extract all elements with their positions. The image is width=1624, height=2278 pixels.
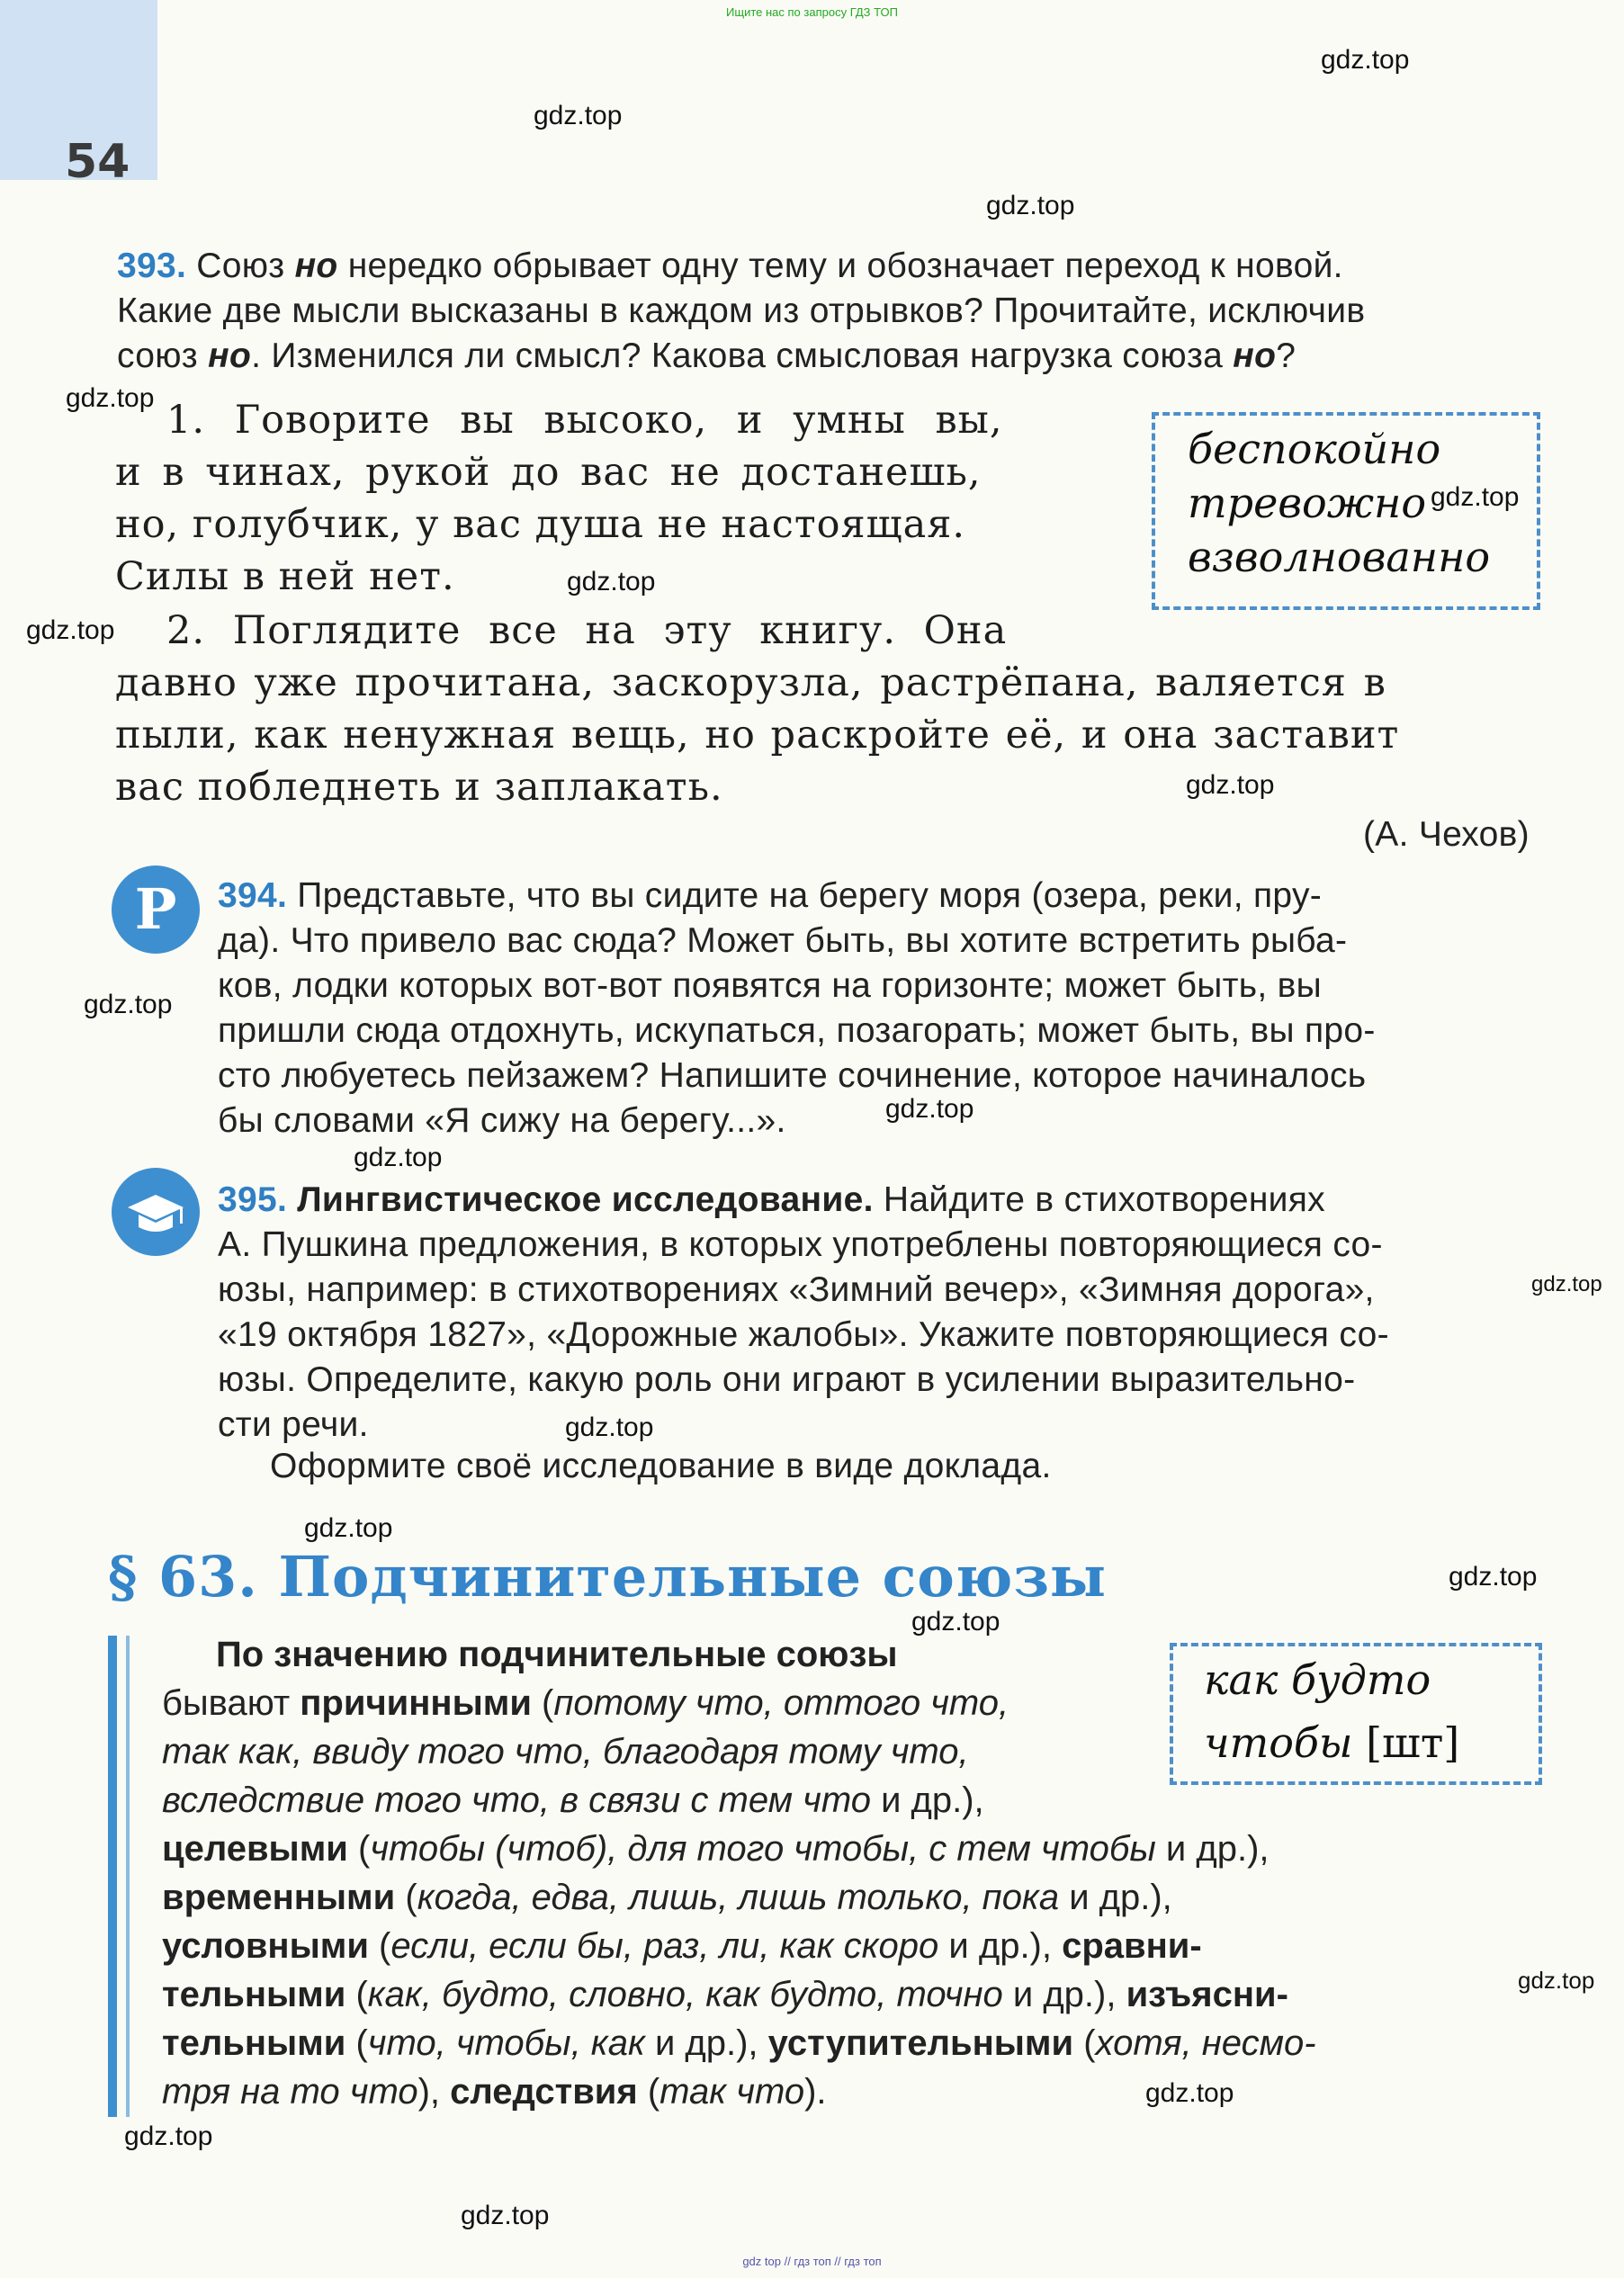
- watermark: gdz.top: [461, 2201, 550, 2230]
- ex395-last-line: Оформите своё исследование в виде доклада.: [270, 1447, 1052, 1485]
- watermark: gdz.top: [66, 383, 155, 413]
- ex394-line5: сто любуетесь пейзажем? Напишите сочинение, которое начиналось: [218, 1056, 1367, 1095]
- ex394-line6: бы словами «Я сижу на берегу...».: [218, 1101, 786, 1140]
- ex393-text2-line1: 2. Поглядите все на эту книгу. Она: [166, 608, 1008, 653]
- rule-text: [162, 1630, 1316, 2116]
- box-word-kak-budto: как будто: [1204, 1655, 1431, 1704]
- watermark: gdz.top: [84, 990, 173, 1019]
- ex393-text2-line4: вас побледнеть и заплакать.: [115, 765, 723, 810]
- ex395-line1: 395. Лингвистическое исследование. Найдите в стихотворениях: [218, 1180, 1325, 1219]
- ex395-line6: сти речи.: [218, 1405, 369, 1444]
- ex393-author: (А. Чехов): [1363, 815, 1530, 854]
- ex394-line2: да). Что привело вас сюда? Может быть, вы хотите встретить рыба-: [218, 921, 1348, 960]
- ex393-text1-line4: Силы в ней нет.: [115, 554, 455, 599]
- watermark: gdz.top: [1531, 1272, 1602, 1296]
- watermark: gdz.top: [1321, 45, 1410, 75]
- rule-line: тря на то что), следствия (так что).: [162, 2072, 827, 2112]
- box-word-chtoby: чтобы [шт]: [1204, 1718, 1460, 1767]
- watermark: gdz.top: [124, 2121, 213, 2151]
- box-word-2: тревожно: [1188, 479, 1427, 527]
- rule-line: условными (если, если бы, раз, ли, как скоро и др.), сравни-: [162, 1926, 1202, 1966]
- rule-line: бывают причинными (потому что, оттого что,: [162, 1683, 1009, 1723]
- box-word-1: беспокойно: [1188, 425, 1441, 473]
- rule-line: тельными (что, чтобы, как и др.), уступительными (хотя, несмо-: [162, 2023, 1316, 2063]
- watermark: gdz.top: [567, 567, 656, 596]
- watermark: gdz.top: [911, 1607, 1000, 1637]
- watermark: gdz.top: [1431, 482, 1520, 512]
- watermark: gdz.top: [26, 615, 115, 645]
- rule-bar: [108, 1636, 117, 2117]
- ex393-line3: союз но. Изменился ли смысл? Какова смысловая нагрузка союза но?: [117, 336, 1297, 375]
- ex393-text1-line1: 1. Говорите вы высоко, и умны вы,: [166, 398, 1003, 443]
- rule-line: вследствие того что, в связи с тем что и др.),: [162, 1780, 984, 1820]
- ex393-text1-line2: и в чинах, рукой до вас не достанешь,: [115, 450, 982, 495]
- rule-bar-thin: [126, 1636, 130, 2117]
- ex395-line2: А. Пушкина предложения, в которых употреблены повторяющиеся со-: [218, 1225, 1383, 1264]
- rule-word-box: [1170, 1643, 1542, 1785]
- ex395-line3: юзы, например: в стихотворениях «Зимний вечер», «Зимняя дорога»,: [218, 1270, 1375, 1309]
- watermark: gdz.top: [885, 1094, 974, 1124]
- ex393-line1: 393. Союз но нередко обрывает одну тему и обозначает переход к новой.: [117, 247, 1343, 285]
- watermark: gdz.top: [354, 1143, 443, 1172]
- speech-badge-icon: Р: [112, 865, 200, 954]
- ex394-line1: 394. Представьте, что вы сидите на берегу моря (озера, реки, пру-: [218, 876, 1323, 915]
- watermark: gdz.top: [1518, 1967, 1595, 1994]
- rule-line: По значению подчинительные союзы: [216, 1635, 898, 1674]
- rule-line: временными (когда, едва, лишь, лишь только, пока и др.),: [162, 1878, 1172, 1917]
- ex393-number: 393.: [117, 247, 187, 285]
- section-title: § 63. Подчинительные союзы: [108, 1544, 1108, 1610]
- box-word-3: взволнованно: [1188, 533, 1491, 581]
- rule-line: тельными (как, будто, словно, как будто, точно и др.), изъясни-: [162, 1975, 1288, 2014]
- ex394-line4: пришли сюда отдохнуть, искупаться, позагорать; может быть, вы про-: [218, 1011, 1376, 1050]
- watermark: gdz.top: [986, 191, 1075, 220]
- page-number: 54: [65, 135, 130, 189]
- watermark: gdz.top: [304, 1513, 393, 1543]
- top-note: Ищите нас по запросу ГДЗ ТОП: [726, 5, 898, 19]
- ex393-text2-line2: давно уже прочитана, заскорузла, растрёпана, валяется в: [115, 660, 1386, 705]
- ex395-line5: юзы. Определите, какую роль они играют в усилении выразительно-: [218, 1360, 1356, 1399]
- ex393-text1-line3: но, голубчик, у вас душа не настоящая.: [115, 502, 966, 547]
- ex395-line4: «19 октября 1827», «Дорожные жалобы». Укажите повторяющиеся со-: [218, 1315, 1389, 1354]
- rule-line: так как, ввиду того что, благодаря тому что,: [162, 1732, 969, 1771]
- ex393-text2-line3: пыли, как ненужная вещь, но раскройте её, и она заставит: [115, 713, 1400, 758]
- watermark: gdz.top: [534, 101, 623, 130]
- bottom-note: gdz top // гдз топ // гдз топ: [742, 2255, 882, 2268]
- ex394-line3: ков, лодки которых вот-вот появятся на горизонте; может быть, вы: [218, 966, 1322, 1005]
- rule-line: целевыми (чтобы (чтоб), для того чтобы, с тем чтобы и др.),: [162, 1829, 1270, 1869]
- watermark: gdz.top: [565, 1413, 654, 1442]
- watermark: gdz.top: [1186, 770, 1275, 800]
- graduation-cap-icon: [112, 1168, 200, 1256]
- ex393-line2: Какие две мысли высказаны в каждом из отрывков? Прочитайте, исключив: [117, 291, 1366, 330]
- watermark: gdz.top: [1145, 2078, 1234, 2108]
- watermark: gdz.top: [1449, 1562, 1538, 1592]
